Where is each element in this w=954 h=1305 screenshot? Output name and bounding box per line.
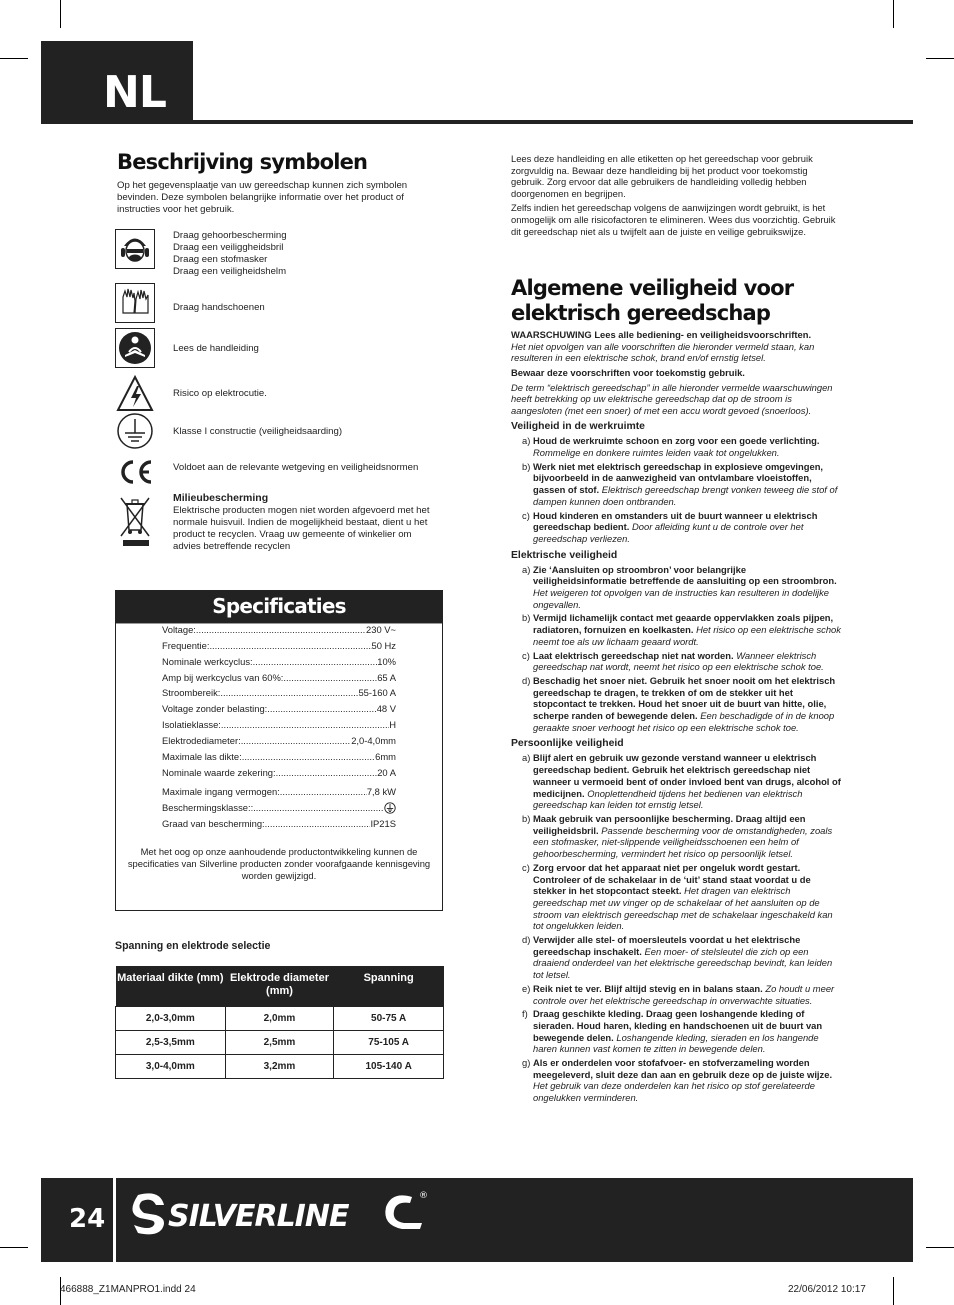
spec-row	[162, 672, 396, 684]
environment-title: Milieubescherming	[173, 492, 269, 504]
spec-label: Elektrodediameter:	[162, 735, 241, 746]
table-cell: 2,0mm	[225, 1006, 334, 1030]
safety-item	[511, 1057, 841, 1104]
specifications-note: Met het oog op onze aanhoudende productontwikkeling kunnen de specificaties van Silverline producten zonder voorafgaande kennisgeving worden gewijzigd.	[127, 846, 431, 881]
table-cell: 105-140 A	[334, 1054, 444, 1078]
item-letter: c)	[522, 861, 530, 873]
item-explanation: Het dragen van elektrisch gereedschap met uw vinger op de schakelaar of het aansluiten op de stroom van elektrisch gereedschap met de schakelaar ingeschakeld kan tot ongelukken leiden.	[533, 885, 833, 932]
ppe-labels	[173, 230, 443, 278]
spec-leader-dots	[267, 703, 376, 715]
spec-row	[162, 767, 396, 779]
spec-leader-dots	[221, 719, 389, 731]
item-instruction: Beschadig het snoer niet. Gebruik het snoer nooit om het elektrisch gereedschap te dragen, te trekken of om de stekker uit het stopcontact te trekken. Houd het snoer uit de buurt van hitte, olie, scherpe randen of bewegende delen.	[533, 674, 836, 722]
spec-label: Maximale ingang vermogen:	[162, 786, 280, 797]
electric-shock-icon	[115, 374, 155, 414]
table-cell: 50-75 A	[334, 1006, 444, 1030]
spec-value: 6mm	[375, 751, 396, 762]
table-header: Elektrode diameter (mm)	[225, 966, 334, 1006]
voltage-table	[115, 966, 444, 1079]
spec-label: Stroombereik:	[162, 687, 221, 698]
item-explanation: Het gebruik van deze onderdelen kan het risico op stof gerelateerde ongelukken verminderen.	[533, 1080, 815, 1104]
spec-label: Amp bij werkcyclus van 60%:	[162, 672, 284, 683]
item-explanation: Loshangende kleding, sieraden en los hangende haren kunnen vast komen te zitten in bewegende delen.	[533, 1031, 819, 1055]
svg-text:SILVERLINE: SILVERLINE	[168, 1199, 349, 1234]
item-instruction: Houd de werkruimte schoon en zorg voor een goede verlichting.	[533, 435, 820, 447]
class1-label: Klasse I constructie (veiligheidsaarding)	[173, 426, 343, 437]
safety-item	[511, 983, 841, 1006]
item-letter: b)	[522, 813, 531, 824]
specifications-title: Specificaties	[116, 591, 442, 623]
ppe-label: Draag een veiliggheidsbril	[173, 242, 284, 253]
item-letter: a)	[522, 752, 531, 764]
spec-label: Isolatieklasse:	[162, 719, 221, 730]
gloves-label: Draag handschoenen	[173, 302, 265, 313]
file-slug: 466888_Z1MANPRO1.indd 24	[60, 1284, 196, 1295]
item-explanation: Door afleiding kunt u de controle over het gereedschap verliezen.	[533, 521, 804, 544]
spec-label: Maximale las dikte:	[162, 751, 242, 762]
keep-instructions: Bewaar deze voorschriften voor toekomstig gebruik.	[511, 366, 745, 378]
date-slug: 22/06/2012 10:17	[788, 1284, 866, 1295]
page-number: 24	[41, 1178, 113, 1262]
safety-item	[511, 813, 841, 860]
item-instruction: Maak gebruik van persoonlijke bescherming. Draag altijd een veiligheidsbril.	[533, 813, 806, 836]
spec-label: Graad van bescherming:	[162, 818, 265, 829]
symbols-intro: Op het gegevensplaatje van uw gereedschap kunnen zich symbolen bevinden. Deze symbolen belangrijke informatie over het product of instructies voor het gebruik.	[117, 180, 408, 215]
symbols-section	[117, 150, 447, 216]
spec-value: 20 A	[377, 767, 396, 778]
ppe-label: Draag gehoorbescherming	[173, 230, 287, 241]
item-letter: d)	[522, 674, 531, 686]
manual-label: Lees de handleiding	[173, 343, 259, 354]
item-instruction: Zie ‘Aansluiten op stroombron’ voor belangrijke veiligheidsinformatie betreffende de aansluiting op een stroombron.	[533, 563, 837, 587]
spec-value: 230 V~	[366, 624, 396, 635]
safety-item	[511, 675, 841, 734]
table-row	[116, 1006, 444, 1030]
ce-label: Voldoet aan de relevante wetgeving en veiligheidsnormen	[173, 462, 419, 473]
table-row	[116, 1054, 444, 1078]
table-cell: 75-105 A	[334, 1030, 444, 1054]
item-instruction: Draag geschikte kleding. Draag geen loshangende kleding of sieraden. Houd haren, kleding en handschoenen uit de buurt van bewegende delen.	[533, 1008, 823, 1043]
item-instruction: Laat elektrisch gereedschap niet nat worden.	[533, 649, 734, 661]
crop-mark	[893, 1277, 894, 1305]
spec-value: 50 Hz	[371, 640, 396, 651]
item-instruction: Als er onderdelen voor stofafvoer- en stofverzameling worden meegeleverd, sluit deze dan aan en gebruik deze op de juiste wijze.	[533, 1057, 833, 1080]
gloves-icon	[115, 283, 155, 323]
footer-divider	[113, 1178, 116, 1262]
item-letter: f)	[522, 1008, 528, 1020]
table-header: Materiaal dikte (mm)	[116, 966, 226, 1006]
spec-label: Nominale waarde zekering:	[162, 767, 276, 778]
weee-bin-icon	[115, 492, 155, 548]
item-instruction: Verwijder alle stel- of moersleutels voordat u het elektrische gereedschap inschakelt.	[533, 934, 801, 957]
ppe-icon	[115, 229, 155, 269]
ppe-label: Draag een veiligheidshelm	[173, 266, 287, 277]
table-cell: 2,5mm	[225, 1030, 334, 1054]
item-letter: d)	[522, 934, 531, 946]
spec-leader-dots	[241, 735, 352, 747]
protection-class-icon	[384, 802, 396, 814]
read-manual-icon	[115, 328, 155, 368]
language-badge: NL	[41, 41, 193, 124]
item-instruction: Blijf alert en gebruik uw gezonde verstand wanneer u elektrisch gereedschap bedient. Gebruik het elektrisch gereedschap niet wanneer u vermoeid bent of onder invloed bent van drugs, alcohol of medicijnen.	[533, 752, 841, 799]
spec-row	[162, 640, 396, 652]
header-rule	[193, 120, 913, 124]
item-explanation: Zo houdt u meer controle over het elektrische gereedschap in onverwachte situaties.	[533, 982, 835, 1006]
safety-column	[511, 153, 841, 1106]
section-heading: Elektrische veiligheid	[511, 549, 618, 561]
spec-value: 65 A	[377, 672, 396, 683]
section-heading: Veiligheid in de werkruimte	[511, 421, 645, 433]
item-explanation: Rommelige en donkere ruimtes leiden vaak tot ongelukken.	[533, 447, 780, 459]
safety-item	[511, 752, 841, 811]
spec-leader-dots	[283, 672, 377, 684]
ppe-label: Draag een stofmasker	[173, 254, 268, 265]
item-instruction: Vermijd lichamelijk contact met geaarde oppervlakken zoals pijpen, radiatoren, fornuizen en koelkasten.	[533, 612, 834, 636]
spec-leader-dots	[242, 751, 375, 763]
intro-paragraph: Lees deze handleiding en alle etiketten op het gereedschap voor gebruik zorgvuldig na. Bewaar deze handleiding bij het product voor toekomstig gebruik. Zorg ervoor dat alle gebruikers de handleiding volledig hebben doorgenomen en begrijpen.	[511, 153, 813, 199]
spec-value: 55-160 A	[358, 687, 396, 698]
crop-mark	[893, 0, 894, 28]
item-instruction: Houd kinderen en omstanders uit de buurt wanneer u elektrisch gereedschap bedient.	[533, 509, 818, 533]
table-row	[116, 1030, 444, 1054]
spec-label: Voltage zonder belasting:	[162, 703, 268, 714]
spec-row	[162, 703, 396, 715]
section-heading: Persoonlijke veiligheid	[511, 738, 624, 750]
spec-label: Voltage:	[162, 624, 196, 635]
term-definition: De term “elektrisch gereedschap” in alle hieronder vermelde waarschuwingen heeft betrekking op uw elektrische gereedschap dat op de stroom is aangesloten (met een snoer) of met een accu wordt gevoed (snoerloos).	[511, 381, 833, 416]
safety-item	[511, 934, 841, 981]
crop-mark	[0, 58, 28, 59]
safety-item	[511, 564, 841, 611]
item-letter: e)	[522, 982, 531, 994]
spec-label: Beschermingsklasse::	[162, 802, 254, 813]
spec-row	[162, 624, 396, 636]
crop-mark	[926, 1247, 954, 1248]
spec-leader-dots	[209, 640, 371, 652]
environment-body: Elektrische producten mogen niet worden afgevoerd met het normale huisvuil. Indien de mogelijkheid bestaat, dient u het product te recyclen. Vraag uw gemeente of winkelier om advies betreffende recyclen	[173, 505, 430, 552]
spec-label: Nominale werkcyclus:	[162, 656, 253, 667]
symbols-title: Beschrijving symbolen	[117, 150, 368, 174]
spec-value	[384, 802, 396, 815]
spec-label: Frequentie:	[162, 640, 210, 651]
item-explanation: Elektrisch gereedschap brengt vonken teweeg die stof of dampen kunnen doen ontbranden.	[533, 484, 838, 507]
item-instruction: Reik niet te ver. Blijf altijd stevig en in balans staan.	[533, 982, 763, 994]
item-instruction: Zorg ervoor dat het apparaat niet per ongeluk wordt gestart. Controleer of de schakelaar in de ‘uit’ stand staat voordat u de stekker in het stopcontact steekt.	[533, 861, 811, 897]
table-header: Spanning	[334, 966, 444, 1006]
item-instruction: Werk niet met elektrisch gereedschap in explosieve omgevingen, bijvoorbeeld in de aanwezigheid van ontvlambare vloeistoffen, gassen of stof.	[533, 460, 824, 496]
environment-text	[173, 492, 435, 553]
registered-mark: ®	[419, 1191, 428, 1201]
item-explanation: Het weigeren tot opvolgen van de instructies kan resulteren in dodelijke ongevallen.	[533, 587, 830, 610]
table-cell: 2,5-3,5mm	[116, 1030, 226, 1054]
safety-item	[511, 612, 841, 647]
spec-row	[162, 802, 396, 815]
item-letter: c)	[522, 509, 530, 521]
safety-item	[511, 862, 841, 932]
crop-mark	[60, 0, 61, 28]
table-cell: 2,0-3,0mm	[116, 1006, 226, 1030]
spec-leader-dots	[253, 656, 378, 668]
item-explanation: Een moer- of stelsleutel die zich op een draaiend onderdeel van het elektrische gereedschap bevindt, kan leiden tot letsel.	[533, 945, 833, 981]
spec-leader-dots	[196, 624, 366, 636]
spec-row	[162, 751, 396, 763]
item-letter: b)	[522, 612, 531, 624]
spec-value: IP21S	[370, 818, 396, 829]
ce-mark-icon	[115, 452, 155, 492]
item-explanation: Passende bescherming voor de omstandigheden, zoals een stofmasker, niet-slippende veiligheidsschoenen een helm of gehoorbescherming, vermindert het risico op persoonlijk letsel.	[533, 824, 833, 860]
spec-leader-dots	[280, 786, 367, 798]
spec-value: H	[389, 719, 396, 730]
spec-row	[162, 687, 396, 699]
silverline-logo	[130, 1185, 430, 1241]
item-letter: c)	[522, 649, 530, 661]
item-explanation: Onoplettendheid tijdens het bedienen van elektrisch gereedschap kan leiden tot ernstig letsel.	[533, 787, 803, 811]
spec-row	[162, 786, 396, 798]
spec-row	[162, 656, 396, 668]
safety-sections	[511, 421, 841, 1104]
spec-leader-dots	[265, 818, 371, 830]
item-letter: a)	[522, 435, 531, 447]
crop-mark	[926, 58, 954, 59]
spec-row	[162, 735, 396, 747]
safety-item	[511, 461, 841, 508]
item-explanation: Het risico op een elektrische schok neemt toe als uw lichaam geaard wordt.	[533, 624, 841, 647]
table-cell: 3,0-4,0mm	[116, 1054, 226, 1078]
table-cell: 3,2mm	[225, 1054, 334, 1078]
item-letter: a)	[522, 563, 531, 575]
safety-title: Algemene veiligheid voor elektrisch gereedschap	[511, 276, 794, 326]
safety-item	[511, 1008, 841, 1055]
crop-mark	[0, 1247, 28, 1248]
voltage-table-title: Spanning en elektrode selectie	[115, 940, 271, 952]
spec-value: 7,8 kW	[366, 786, 396, 797]
item-explanation: Wanneer elektrisch gereedschap nat wordt, neemt het risico op een elektrische schok toe.	[533, 649, 824, 673]
shock-label: Risico op elektrocutie.	[173, 388, 267, 399]
spec-leader-dots	[253, 802, 384, 815]
item-letter: g)	[522, 1057, 531, 1069]
spec-value: 10%	[377, 656, 396, 667]
warning-consequence: Het niet opvolgen van alle voorschriften die hieronder vermeld staan, kan resulteren in een elektrische schok, brand en/of ernstig letsel.	[511, 340, 815, 364]
safety-item	[511, 435, 841, 458]
intro-paragraph: Zelfs indien het gereedschap volgens de aanwijzingen wordt gebruikt, is het onmogelijk om alle risicofactoren te elimineren. Wees dus voorzichtig. Gebruik dit gereedschap niet als u twijfelt aan de juiste en veilige gebruikswijze.	[511, 202, 836, 237]
safety-item	[511, 510, 841, 545]
warning-text: WAARSCHUWING Lees alle bediening- en veiligheidsvoorschriften.	[511, 329, 812, 341]
safety-item	[511, 650, 841, 673]
earth-ground-icon	[115, 411, 155, 451]
item-explanation: Een beschadigde of in de knoop geraakte snoer verhoogt het risico op een elektrische schok toe.	[533, 710, 835, 733]
spec-row	[162, 818, 396, 830]
spec-leader-dots	[276, 767, 378, 779]
spec-row	[162, 719, 396, 731]
item-letter: b)	[522, 460, 531, 472]
spec-leader-dots	[220, 687, 358, 699]
spec-value: 48 V	[376, 703, 396, 714]
spec-value: 2,0-4,0mm	[351, 735, 396, 746]
